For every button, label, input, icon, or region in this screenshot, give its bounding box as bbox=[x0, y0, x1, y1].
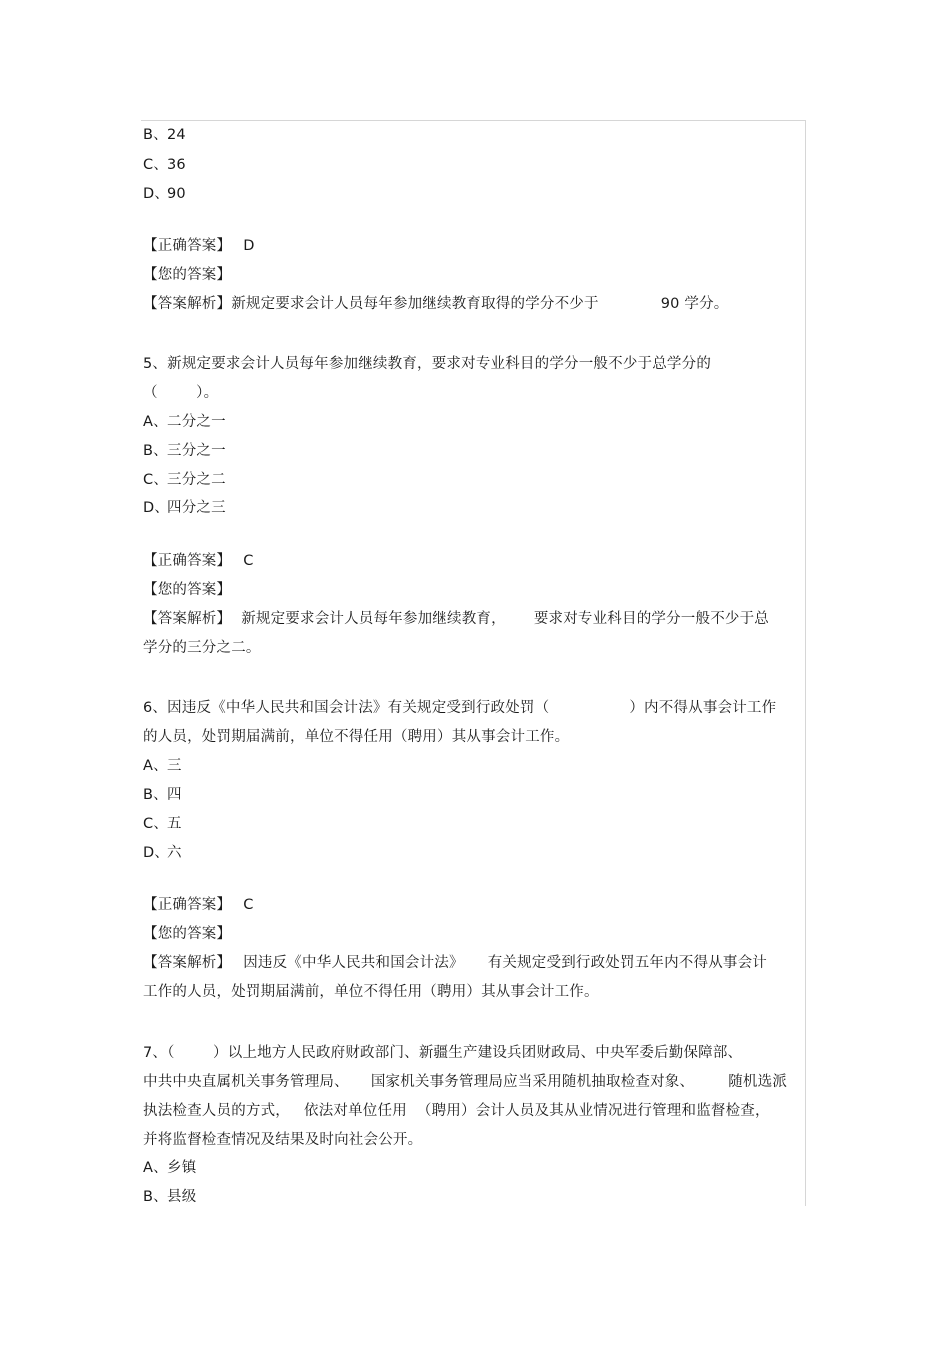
q6-analysis-line2: 工作的人员，处罚期届满前，单位不得任用（聘用）其从事会计工作。 bbox=[143, 984, 599, 1000]
q7-stem-line4: 并将监督检查情况及结果及时向社会公开。 bbox=[143, 1132, 423, 1148]
q4-your-answer: 【您的答案】 bbox=[143, 267, 232, 283]
q5-analysis: 【答案解析】 新规定要求会计人员每年参加继续教育， 要求对专业科目的学分一般不少于总 bbox=[143, 611, 770, 627]
option-q6-b[interactable]: B、四 bbox=[143, 787, 182, 803]
q4-correct-answer: 【正确答案】 D bbox=[143, 238, 255, 254]
q7-stem-line1: 7、（ ）以上地方人民政府财政部门、新疆生产建设兵团财政局、中央军委后勤保障部、 bbox=[143, 1045, 743, 1061]
q5-stem-line1: 5、新规定要求会计人员每年参加继续教育，要求对专业科目的学分一般不少于总学分的 bbox=[143, 356, 712, 372]
option-q6-a[interactable]: A、三 bbox=[143, 758, 182, 774]
option-q4-b[interactable]: B、24 bbox=[143, 127, 186, 143]
q6-your-answer: 【您的答案】 bbox=[143, 926, 232, 942]
q5-stem-line2: （ ）。 bbox=[143, 385, 219, 401]
option-q7-b[interactable]: B、县级 bbox=[143, 1189, 197, 1205]
q6-correct-answer: 【正确答案】 C bbox=[143, 897, 254, 913]
q5-your-answer: 【您的答案】 bbox=[143, 582, 232, 598]
q7-stem-line3: 执法检查人员的方式， 依法对单位任用 （聘用）会计人员及其从业情况进行管理和监督检查， bbox=[143, 1103, 770, 1119]
option-q6-d[interactable]: D、六 bbox=[143, 845, 182, 861]
option-q4-d[interactable]: D、90 bbox=[143, 186, 186, 202]
option-q5-c[interactable]: C、三分之二 bbox=[143, 472, 226, 488]
option-q5-a[interactable]: A、二分之一 bbox=[143, 414, 226, 430]
option-q4-c[interactable]: C、36 bbox=[143, 157, 186, 173]
option-q6-c[interactable]: C、五 bbox=[143, 816, 182, 832]
q4-analysis: 【答案解析】新规定要求会计人员每年参加继续教育取得的学分不少于 90 学分。 bbox=[143, 296, 729, 312]
q5-correct-answer: 【正确答案】 C bbox=[143, 553, 254, 569]
q6-stem-line1: 6、因违反《中华人民共和国会计法》有关规定受到行政处罚（ ）内不得从事会计工作 bbox=[143, 700, 777, 716]
q7-stem-line2: 中共中央直属机关事务管理局、 国家机关事务管理局应当采用随机抽取检查对象、 随机选派 bbox=[143, 1074, 788, 1090]
q5-analysis-line2: 学分的三分之二。 bbox=[143, 640, 261, 656]
q6-stem-line2: 的人员，处罚期届满前，单位不得任用（聘用）其从事会计工作。 bbox=[143, 729, 570, 745]
q6-analysis: 【答案解析】 因违反《中华人民共和国会计法》 有关规定受到行政处罚五年内不得从事会计 bbox=[143, 955, 768, 971]
option-q5-b[interactable]: B、三分之一 bbox=[143, 443, 226, 459]
option-q7-a[interactable]: A、乡镇 bbox=[143, 1160, 197, 1176]
option-q5-d[interactable]: D、四分之三 bbox=[143, 500, 226, 516]
